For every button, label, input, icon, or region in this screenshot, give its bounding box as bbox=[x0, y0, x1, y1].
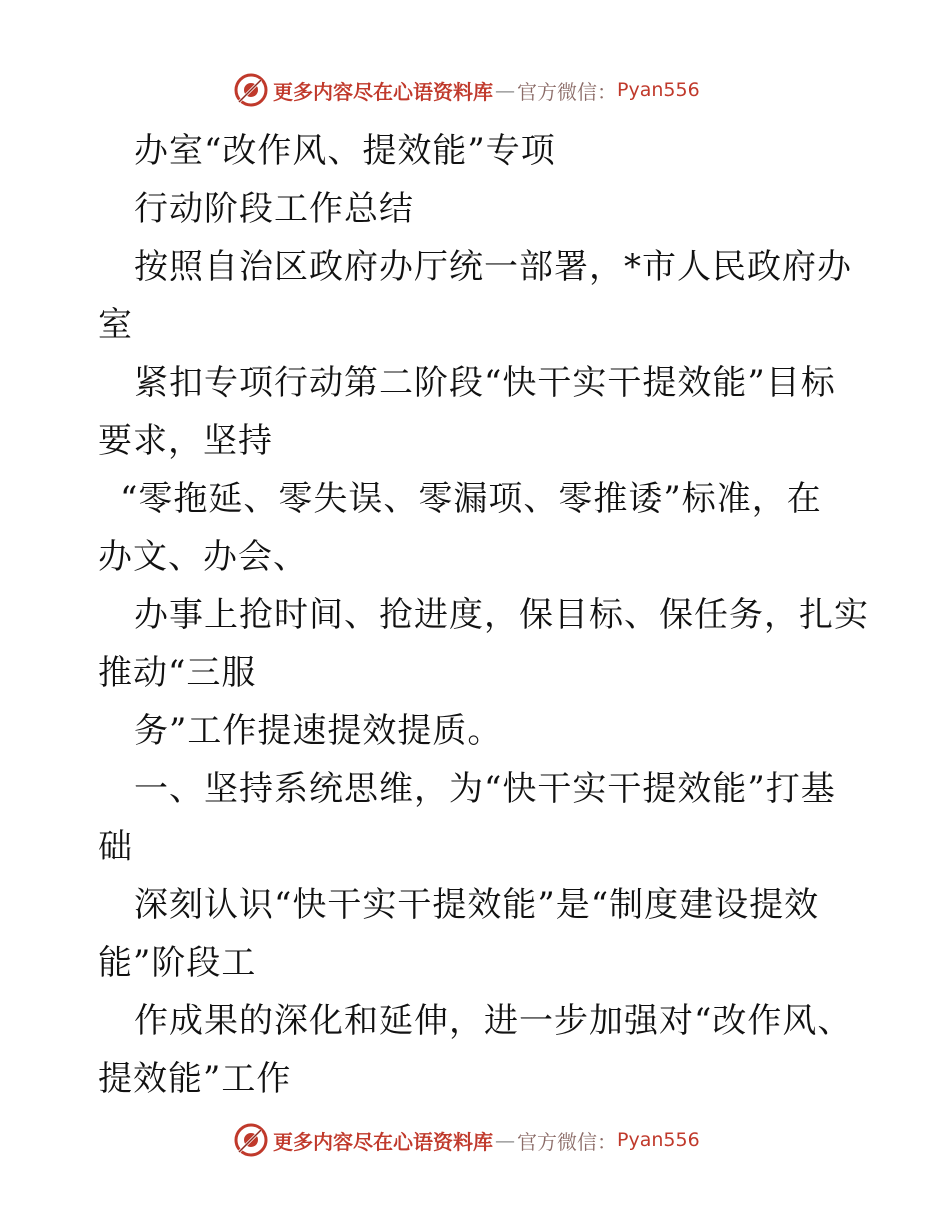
paragraph-line: 室 bbox=[98, 305, 133, 345]
document-body bbox=[98, 122, 869, 1108]
paragraph-line: 务”工作提速提效提质。 bbox=[134, 711, 503, 751]
footer-wechat-label: 官方微信： bbox=[517, 1129, 617, 1154]
brand-logo-icon bbox=[233, 1122, 269, 1158]
paragraph-line: 办事上抢时间、抢进度，保目标、保任务，扎实 bbox=[134, 595, 869, 635]
paragraph-line: 提效能”工作 bbox=[98, 1059, 292, 1099]
section-heading-line: 一、坚持系统思维，为“快干实干提效能”打基 bbox=[134, 769, 836, 809]
header-wechat-label: 官方微信： bbox=[517, 79, 617, 104]
header-banner bbox=[233, 70, 700, 110]
header-banner-dash: — bbox=[495, 78, 515, 102]
footer-wechat-handle: Pyan556 bbox=[617, 1129, 700, 1151]
paragraph-line: 深刻认识“快干实干提效能”是“制度建设提效 bbox=[134, 885, 820, 925]
title-line-2: 行动阶段工作总结 bbox=[134, 189, 414, 229]
paragraph-line: 紧扣专项行动第二阶段“快干实干提效能”目标 bbox=[134, 363, 836, 403]
paragraph-line: 推动“三服 bbox=[98, 653, 257, 693]
paragraph-line: 能”阶段工 bbox=[98, 943, 257, 983]
footer-banner-dash: — bbox=[495, 1128, 515, 1152]
paragraph-line: “零拖延、零失误、零漏项、零推诿”标准，在 bbox=[120, 479, 822, 519]
title-line-1: 办室“改作风、提效能”专项 bbox=[134, 131, 556, 171]
header-wechat-handle: Pyan556 bbox=[617, 79, 700, 101]
section-heading-line: 础 bbox=[98, 827, 133, 867]
paragraph-line: 办文、办会、 bbox=[98, 537, 308, 577]
paragraph-line: 作成果的深化和延伸，进一步加强对“改作风、 bbox=[134, 1001, 853, 1041]
footer-banner-text: 更多内容尽在心语资料库 bbox=[273, 1129, 493, 1154]
footer-banner bbox=[233, 1120, 700, 1160]
paragraph-line: 按照自治区政府办厅统一部署，*市人民政府办 bbox=[134, 247, 852, 287]
header-banner-text: 更多内容尽在心语资料库 bbox=[273, 79, 493, 104]
paragraph-line: 要求，坚持 bbox=[98, 421, 273, 461]
brand-logo-icon bbox=[233, 72, 269, 108]
